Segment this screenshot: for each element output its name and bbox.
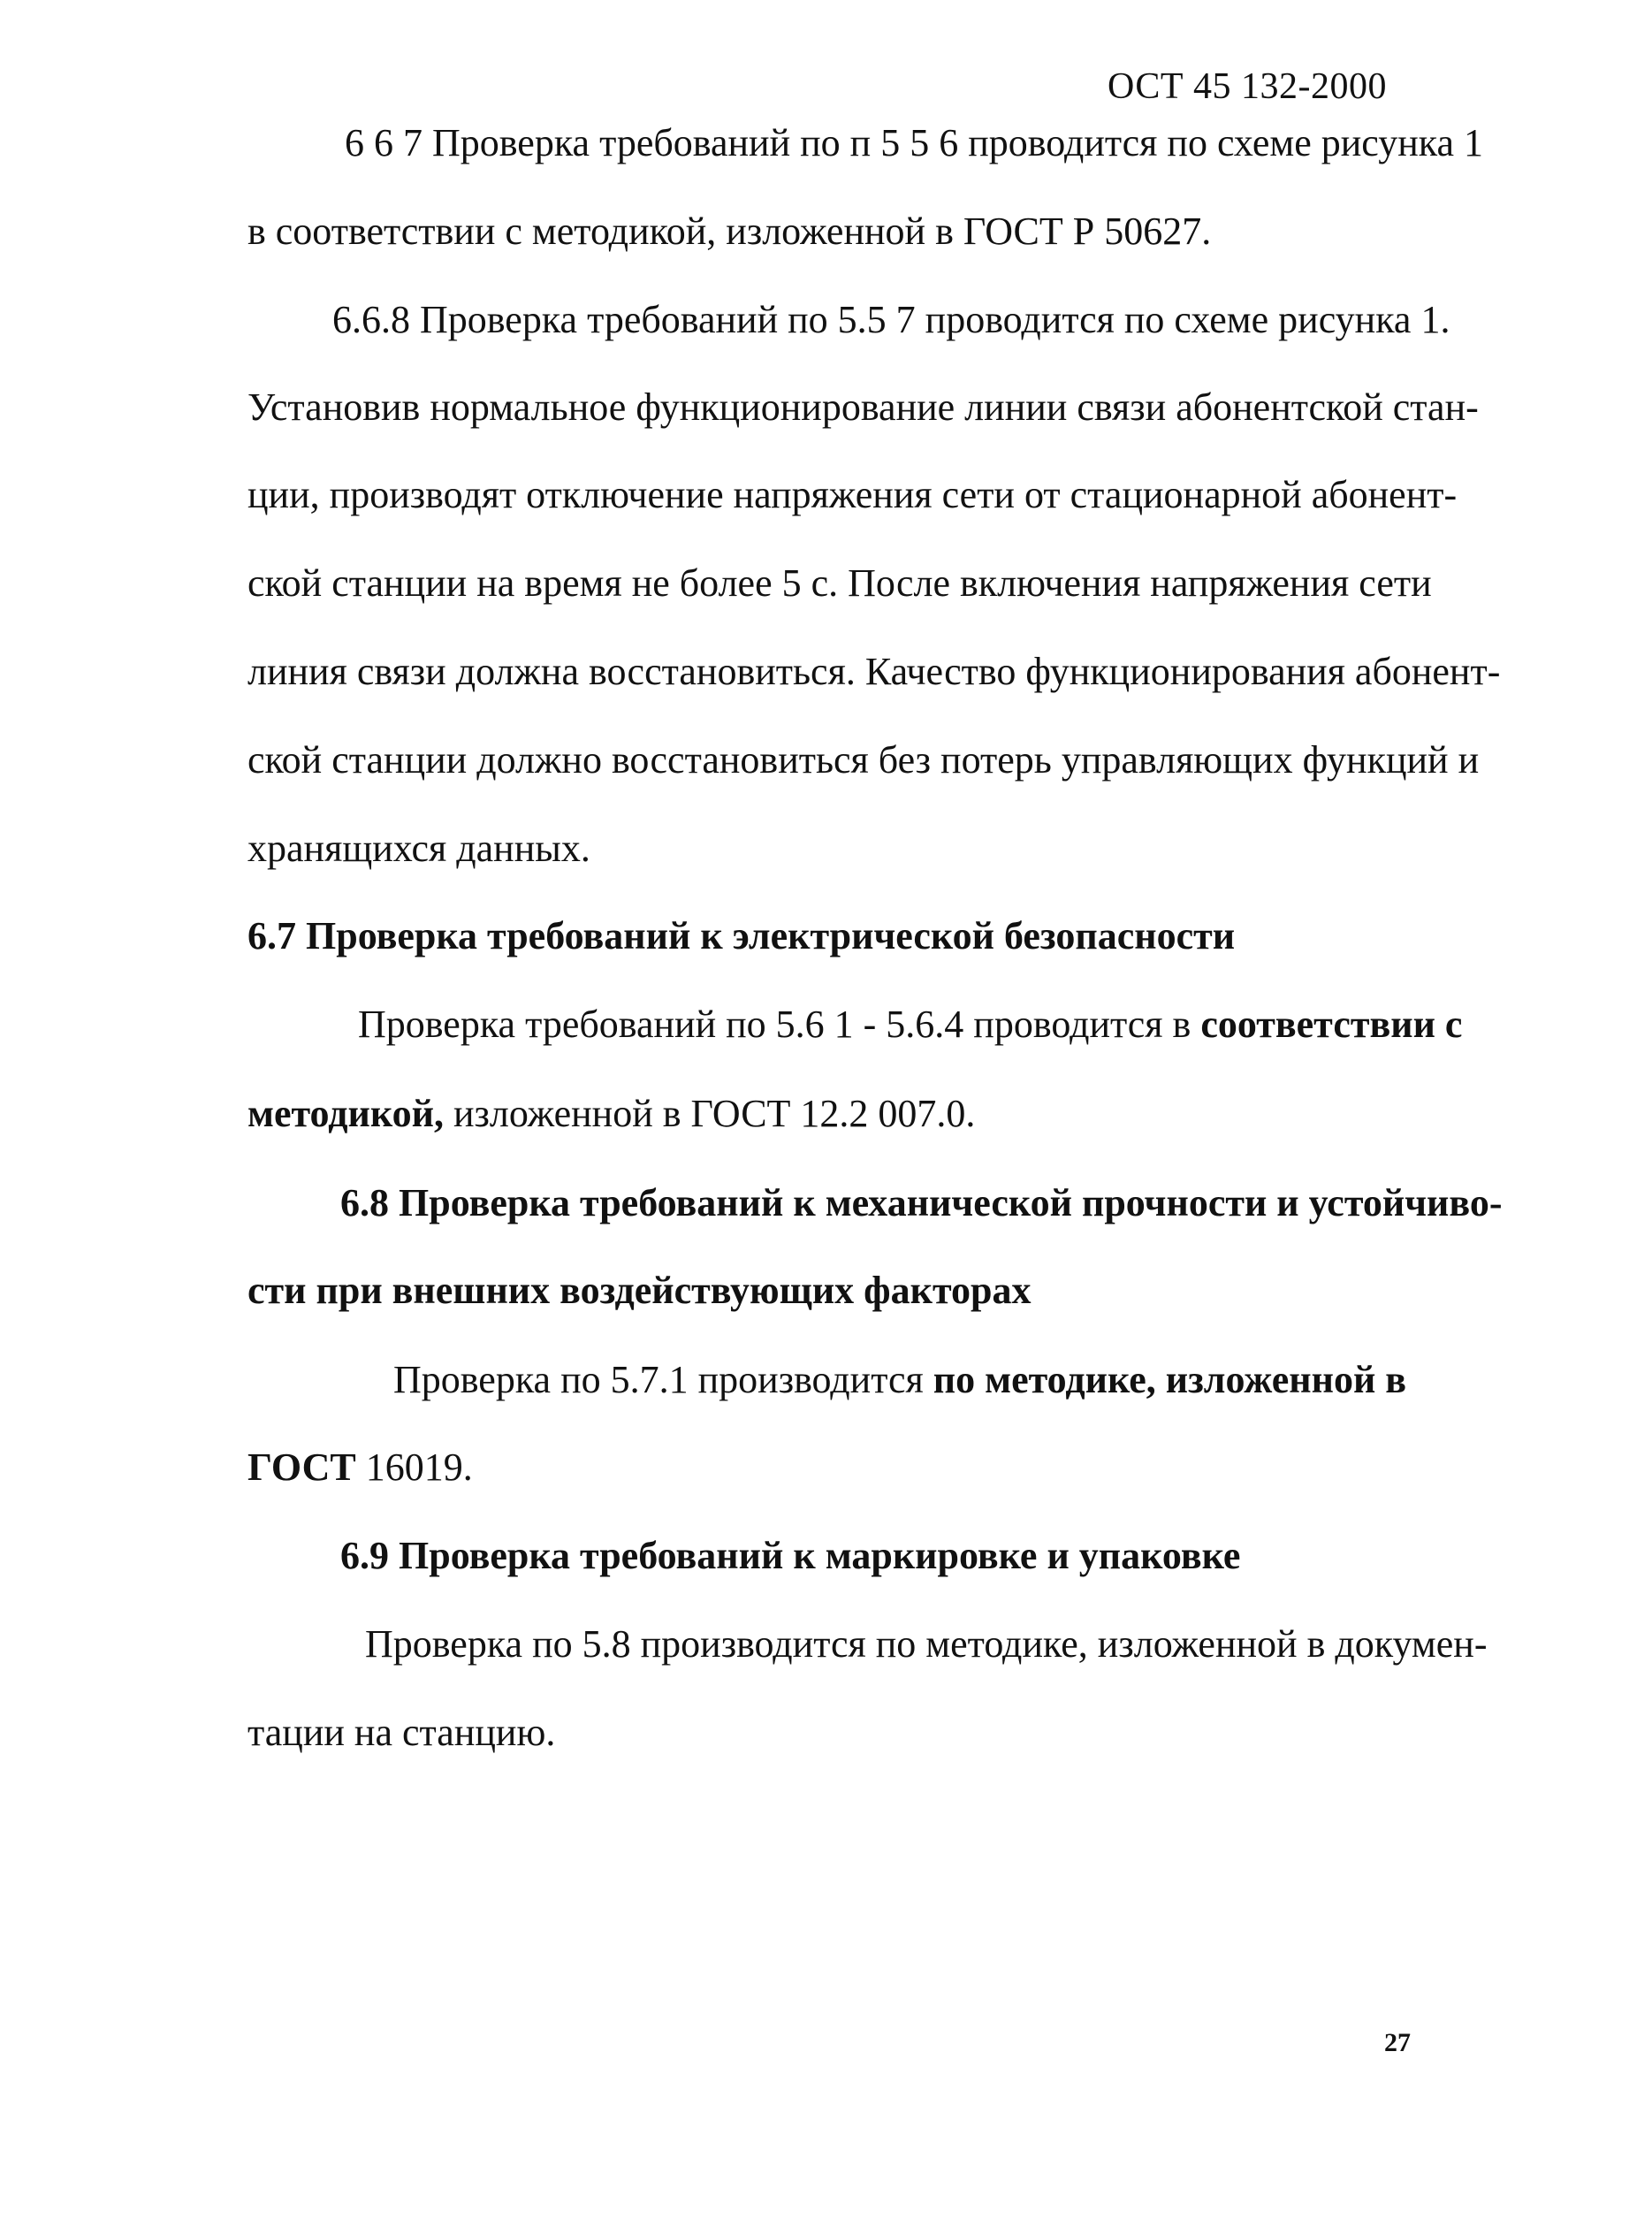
section-69-line1: Проверка по 5.8 производится по методике, изложенной в докумен- bbox=[365, 1622, 1488, 1666]
paragraph-667-line2: в соответствии с методикой, изложенной в ГОСТ Р 50627. bbox=[247, 210, 1212, 253]
section-68-heading-line2: сти при внешних воздействующих факторах bbox=[247, 1269, 1032, 1312]
section-67-line1 bbox=[358, 1002, 1463, 1048]
section-68-line2-bold: ГОСТ bbox=[247, 1445, 356, 1489]
paragraph-668-line7: хранящихся данных. bbox=[247, 827, 590, 870]
paragraph-668-line1: 6.6.8 Проверка требований по 5.5 7 проводится по схеме рисунка 1. bbox=[332, 298, 1450, 341]
paragraph-667-line1: 6 6 7 Проверка требований по п 5 5 6 проводится по схеме рисунка 1 bbox=[345, 121, 1484, 164]
section-69-line2: тации на станцию. bbox=[247, 1711, 556, 1754]
section-68-heading-line1: 6.8 Проверка требований к механической прочности и устойчиво- bbox=[340, 1181, 1503, 1224]
section-68-line2 bbox=[247, 1445, 1414, 1491]
paragraph-668-line3: ции, производят отключение напряжения сети от стационарной абонент- bbox=[247, 473, 1458, 516]
section-68-line1-bold: по методике, изложенной в bbox=[933, 1358, 1407, 1401]
section-67-line2-text: изложенной в ГОСТ 12.2 007.0. bbox=[444, 1092, 976, 1135]
section-68-line2-text: 16019. bbox=[355, 1445, 473, 1489]
section-67-heading: 6.7 Проверка требований к электрической безопасности bbox=[247, 914, 1236, 957]
section-67-line2 bbox=[247, 1091, 1414, 1137]
section-67-line1-bold: соответствии с bbox=[1200, 1003, 1463, 1046]
section-68-line1-text: Проверка по 5.7.1 производится bbox=[393, 1358, 933, 1401]
section-67-line2-bold: методикой, bbox=[247, 1092, 444, 1135]
section-69-heading: 6.9 Проверка требований к маркировке и упаковке bbox=[340, 1534, 1241, 1577]
section-67-line1-text: Проверка требований по 5.6 1 - 5.6.4 проводится в bbox=[358, 1003, 1201, 1046]
paragraph-668-line6: ской станции должно восстановиться без потерь управляющих функций и bbox=[247, 738, 1480, 782]
paragraph-668-line4: ской станции на время не более 5 с. После включения напряжения сети bbox=[247, 561, 1432, 605]
section-68-line1 bbox=[393, 1357, 1414, 1403]
document-header: ОСТ 45 132-2000 bbox=[1108, 66, 1387, 107]
paragraph-668-line5: линия связи должна восстановиться. Качество функционирования абонент- bbox=[247, 650, 1501, 693]
page-number: 27 bbox=[1384, 2028, 1411, 2057]
paragraph-668-line2: Установив нормальное функционирование линии связи абонентской стан- bbox=[247, 385, 1479, 429]
